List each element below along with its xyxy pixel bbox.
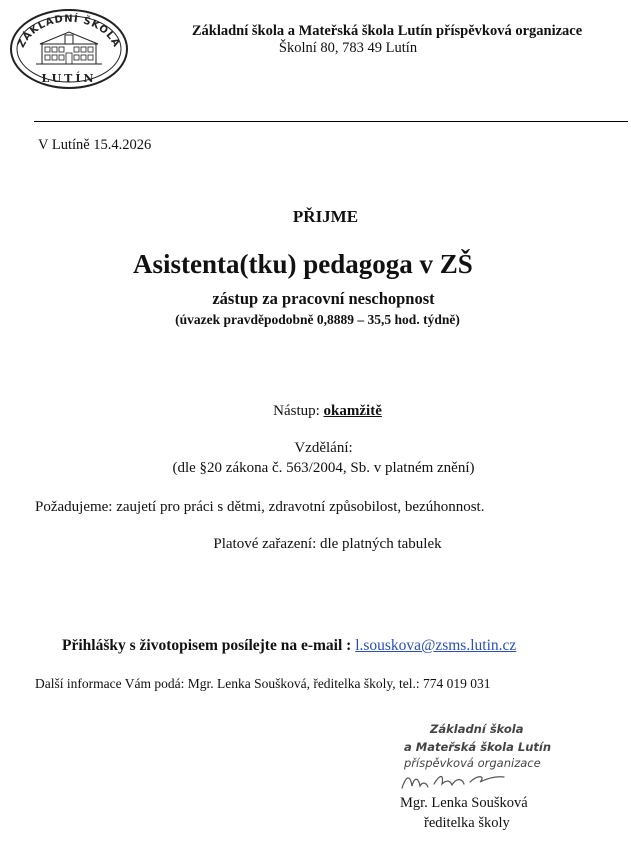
school-name: Základní škola a Mateřská škola Lutín příspěvková organizace [191, 23, 583, 39]
start-line [12, 403, 631, 420]
stamp-line-1: Základní škola [430, 722, 524, 736]
contact-info: Další informace Vám podá: Mgr. Lenka Soušková, ředitelka školy, tel.: 774 019 031 [35, 676, 491, 691]
requirements: Požadujeme: zaujetí pro práci s dětmi, zdravotní způsobilost, bezúhonnost. [35, 499, 485, 515]
logo-bottom-text: LUTÍN [41, 72, 97, 85]
start-value: okamžitě [323, 403, 382, 419]
heading: PŘIJME [292, 207, 359, 226]
school-stamp [398, 722, 578, 770]
email-link[interactable]: l.souskova@zsms.lutin.cz [355, 637, 517, 654]
header-divider [34, 121, 628, 122]
start-label: Nástup: [273, 403, 324, 419]
stamp-line-2: a Mateřská škola Lutín [404, 740, 552, 754]
handwritten-signature [400, 768, 510, 796]
application-text: Přihlášky s životopisem posílejte na e-mail : [62, 637, 356, 654]
position-subtitle: zástup za pracovní neschopnost [212, 289, 435, 308]
salary: Platové zařazení: dle platných tabulek [213, 536, 442, 552]
application-line [62, 637, 516, 655]
school-logo [6, 6, 132, 90]
education-value: (dle §20 zákona č. 563/2004, Sb. v platném znění) [172, 460, 475, 476]
position-workload: (úvazek pravděpodobně 0,8889 – 35,5 hod. týdně) [175, 312, 460, 327]
position-title: Asistenta(tku) pedagoga v ZŠ [133, 249, 473, 279]
document-date: V Lutíně 15.4.2026 [38, 137, 152, 153]
logo-top-text: ZÁKLADNÍ ŠKOLA [15, 13, 123, 50]
signatory-role: ředitelka školy [424, 815, 510, 831]
education-label: Vzdělání: [294, 440, 353, 456]
signatory-name: Mgr. Lenka Soušková [400, 795, 528, 811]
stamp-line-3: příspěvková organizace [404, 756, 541, 770]
school-building-icon [36, 32, 102, 64]
school-address: Školní 80, 783 49 Lutín [278, 40, 418, 56]
